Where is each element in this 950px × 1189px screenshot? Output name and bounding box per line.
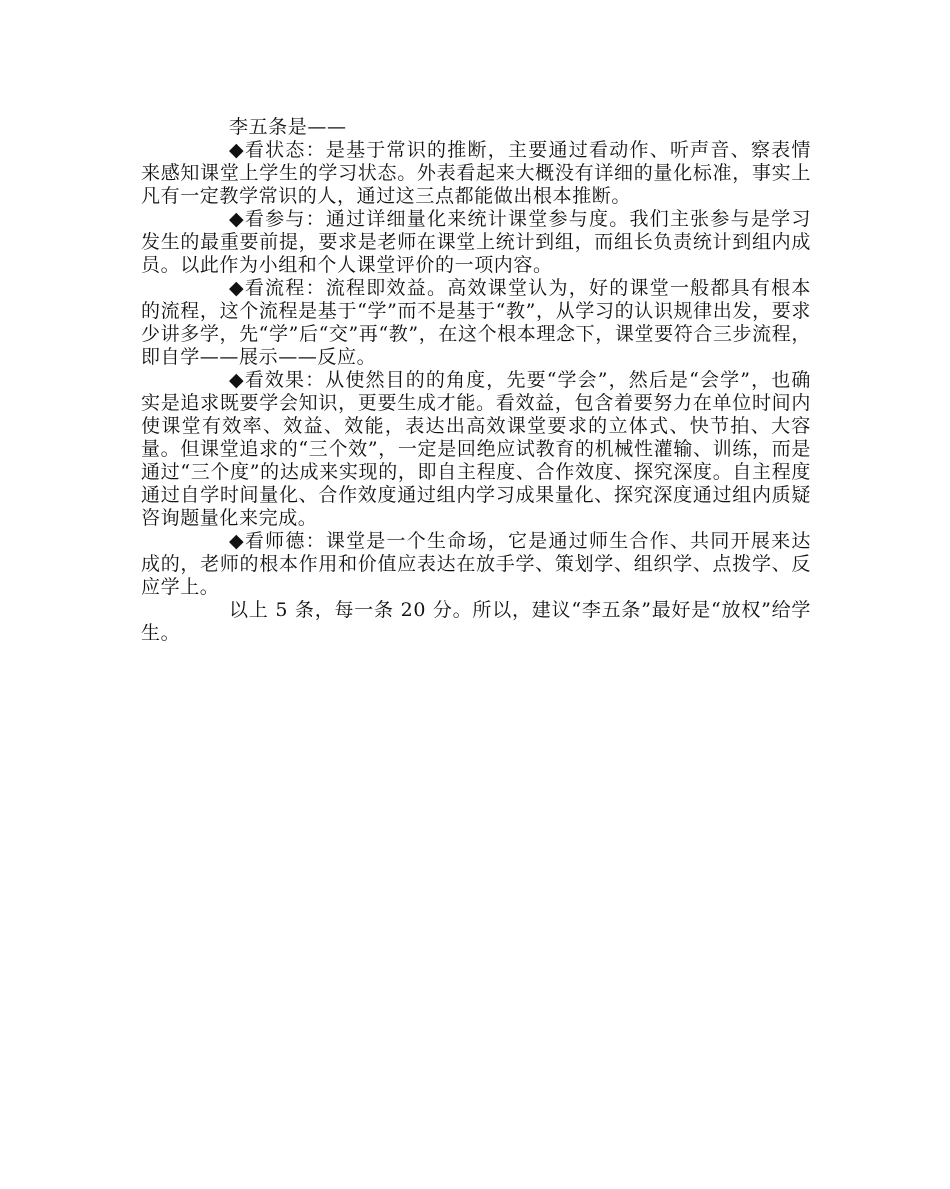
- document-body: [141, 116, 811, 645]
- paragraph-effect: ◆看效果：从使然目的的角度，先要“学会”，然后是“会学”，也确实是追求既要学会知识，更要生成才能。看效益，包含着要努力在单位时间内使课堂有效率、效益、效能，表达出高效课堂要求的立体式、快节拍、大容量。但课堂追求的“三个效”，一定是回绝应试教育的机械性灌输、训练，而是通过“三个度”的达成来实现的，即自主程度、合作效度、探究深度。自主程度通过自学时间量化、合作效度通过组内学习成果量化、探究深度通过组内质疑咨询题量化来完成。: [141, 369, 811, 529]
- paragraph-process: ◆看流程：流程即效益。高效课堂认为，好的课堂一般都具有根本的流程，这个流程是基于“学”而不是基于“教”，从学习的认识规律出发，要求少讲多学，先“学”后“交”再“教”，在这个根本理念下，课堂要符合三步流程，即自学——展示——反应。: [141, 277, 811, 368]
- paragraph-participation: ◆看参与：通过详细量化来统计课堂参与度。我们主张参与是学习发生的最重要前提，要求是老师在课堂上统计到组，而组长负责统计到组内成员。以此作为小组和个人课堂评价的一项内容。: [141, 208, 811, 276]
- paragraph-conclusion: 以上 5 条，每一条 20 分。所以，建议“李五条”最好是“放权”给学生。: [141, 599, 811, 644]
- paragraph-ethics: ◆看师德：课堂是一个生命场，它是通过师生合作、共同开展来达成的，老师的根本作用和价值应表达在放手学、策划学、组织学、点拨学、反应学上。: [141, 530, 811, 598]
- heading-paragraph: 李五条是——: [229, 116, 347, 138]
- paragraph-status: ◆看状态：是基于常识的推断，主要通过看动作、听声音、察表情来感知课堂上学生的学习状态。外表看起来大概没有详细的量化标准，事实上凡有一定教学常识的人，通过这三点都能做出根本推断。: [141, 139, 811, 207]
